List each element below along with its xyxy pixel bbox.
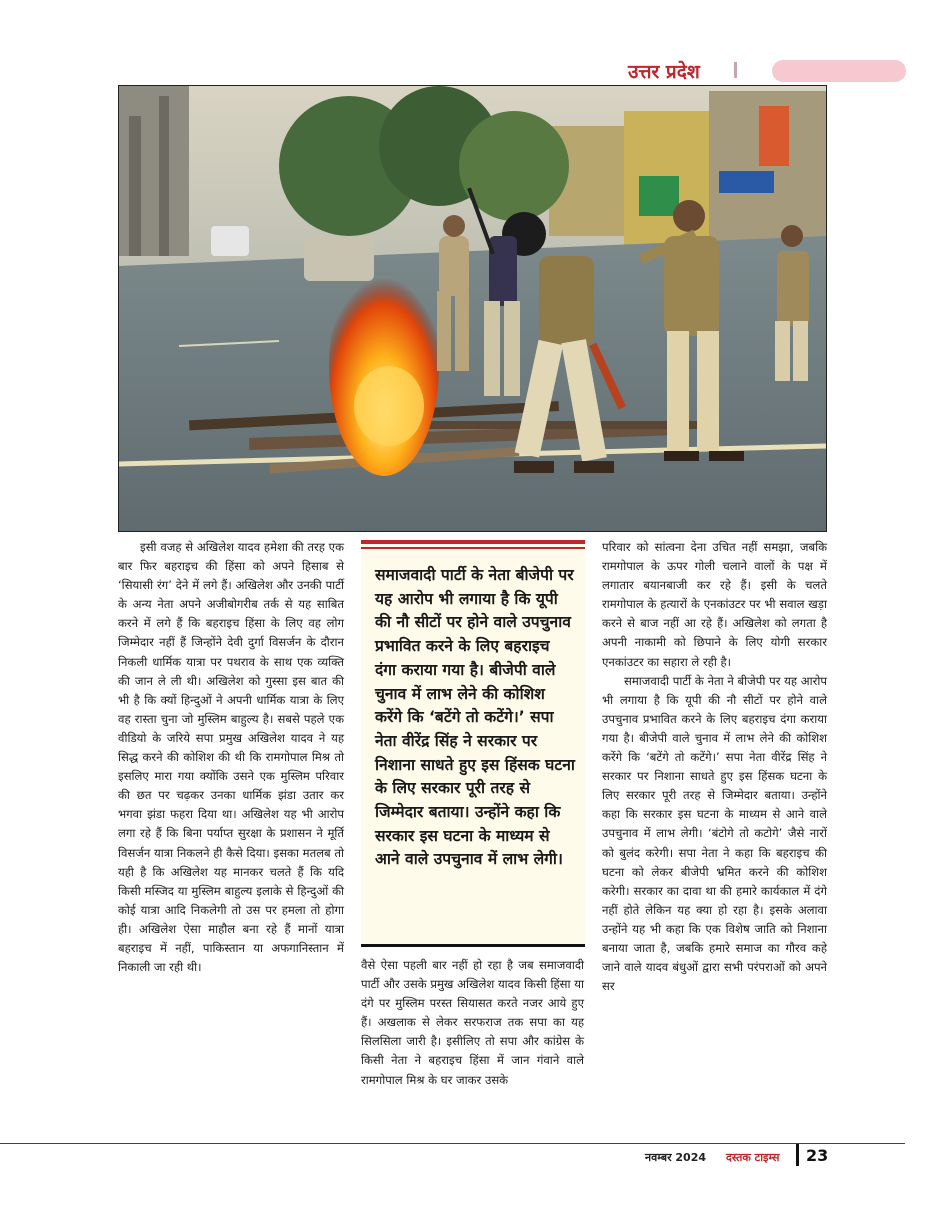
section-title: उत्तर प्रदेश [628, 61, 700, 83]
riot-street-fire-photo-icon [119, 86, 826, 531]
pull-quote-top-rule-thin [361, 547, 585, 549]
article-paragraph: इसी वजह से अखिलेश यादव हमेशा की तरह एक बार फिर बहराइच की हिंसा को अपने हिसाब से ‘सियासी रंग’ देने में लगे हैं। अखिलेश और उनकी पार्टी के अन्य नेता अपने अजीबोगरीब तर्क से यह साबित करने में लगे हैं कि बहराइच हिंसा के लिए वह लोग जिम्मेदार नहीं हैं जिन्होंने देवी दुर्गा विसर्जन के दौरान निकली धार्मिक यात्रा पर पथराव के साथ एक व्यक्ति की जान ले ली थी। अखिलेश को गुस्सा इस बात की भी है कि क्यों हिन्दुओं ने अपनी धार्मिक यात्रा के लिए वह रास्ता चुना जो मुस्लिम बाहुल्य है। सबसे पहले एक वीडियो के जरिये सपा प्रमुख अखिलेश यादव ने यह सिद्ध करने की कोशिश की थी कि रामगोपाल मिश्र तो इसलिए मारा गया क्योंकि उसने एक मुस्लिम परिवार की छत पर चढ़कर उनका धार्मिक झंडा उतार कर भगवा झंडा फहरा दिया था। अखिलेश यह भी आरोप लगा रहे हैं कि बिना पर्याप्त सुरक्षा के प्रशासन ने मूर्ति विसर्जन यात्रा निकलने ही कैसे दिया। इसका मतलब तो यही है कि अखिलेश यह मानकर चलते हैं कि यदि किसी मस्जिद या मुस्लिम बाहुल्य इलाके से हिन्दुओं की कोई यात्रा आदि निकलेगी तो उस पर हमला तो होगा ही। अखिलेश ऐसा माहौल बना रहे हैं मानों यात्रा बहराइच में नहीं, पाकिस्तान या अफगानिस्तान में निकाली जा रही थी। [118, 540, 344, 975]
footer-date: नवम्बर 2024 [645, 1151, 707, 1164]
pull-quote-text: समाजवादी पार्टी के नेता बीजेपी पर यह आरोप भी लगाया है कि यूपी की नौ सीटों पर होने वाले उपचुनाव प्रभावित करने के लिए बहराइच दंगा कराया गया है। बीजेपी वाले चुनाव में लाभ लेने की कोशिश करेंगे कि ‘बटेंगे तो कटेंगे।’ सपा नेता वीरेंद्र सिंह ने सरकार पर निशाना साधते हुए इस हिंसक घटना के लिए सरकार पूरी तरह से जिम्मेदार बताया। उन्होंने कहा कि सरकार इस घटना के माध्यम से आने वाले उपचुनाव में लाभ लेगी। [375, 566, 575, 869]
article-column-2 [361, 956, 584, 1090]
pull-quote-box [361, 540, 585, 944]
section-divider [734, 62, 737, 78]
footer-separator [796, 1144, 799, 1166]
article-paragraph: परिवार को सांत्वना देना उचित नहीं समझा, जबकि रामगोपाल के ऊपर गोली चलाने वालों के पक्ष में लगातार बयानबाजी कर रहे हैं। इसी के चलते रामगोपाल के हत्यारों के एनकांउटर पर भी सवाल खड़ा करने से बाज नहीं आ रहे हैं। अखिलेश को लगता है अपनी नाकामी को छिपाने के लिए योगी सरकार एनकांउटर का सहारा ले रही है। [602, 540, 827, 669]
pull-quote-bottom-rule [361, 944, 585, 947]
footer-brand-logo: दस्तक टाइम्स [726, 1151, 780, 1164]
section-header [620, 56, 920, 84]
article-paragraph: वैसे ऐसा पहली बार नहीं हो रहा है जब समाजवादी पार्टी और उसके प्रमुख अखिलेश यादव किसी हिंसा या दंगे पर मुस्लिम परस्त सियासत करते नजर आये हुए हैं। अखलाक से लेकर सरफराज तक सपा का यह सिलसिला जारी है। इसीलिए तो सपा और कांग्रेस के किसी नेता ने बहराइच हिंसा में जान गंवाने वाले रामगोपाल मिश्र के घर जाकर उसके [361, 958, 584, 1087]
article-column-3 [602, 538, 827, 996]
pull-quote-top-rule [361, 540, 585, 544]
article-paragraph: समाजवादी पार्टी के नेता ने बीजेपी पर यह आरोप भी लगाया है कि यूपी की नौ सीटों पर होने वाले उपचुनाव प्रभावित करने के लिए बहराइच दंगा कराया गया है। बीजेपी वाले चुनाव में लाभ लेने की कोशिश करेंगे कि ‘बटेंगे तो कटेंगे।’ सपा नेता वीरेंद्र सिंह ने सरकार पर निशाना साधते हुए इस हिंसक घटना के लिए सरकार पूरी तरह से जिम्मेदार बताया। उन्होंने कहा कि सरकार इस घटना के माध्यम से आने वाले उपचुनाव में लाभ लेगी। ‘बंटोगे तो कटोगे’ जैसे नारों को बुलंद करेगी। सपा नेता ने कहा कि बहराइच की घटना को लेकर बीजेपी भ्रमित करने की कोशिश करेगी। सरकार का दावा था की हमारे कार्यकाल में दंगे नहीं होते लेकिन यह क्या हो रहा है। इसके अलावा उन्होंने यह भी कहा कि एक विशेष जाति को निशाना बनाया जाता है, जबकि हमारे समाज का गौरव कहे जाने वाले यादव बंधुओं द्वारा सभी परंपराओं को अपने सर [602, 673, 827, 994]
footer-rule [0, 1143, 905, 1144]
hero-photo [118, 85, 827, 532]
section-color-bar [772, 60, 906, 82]
page-number: 23 [806, 1146, 829, 1165]
article-column-1 [118, 538, 344, 977]
